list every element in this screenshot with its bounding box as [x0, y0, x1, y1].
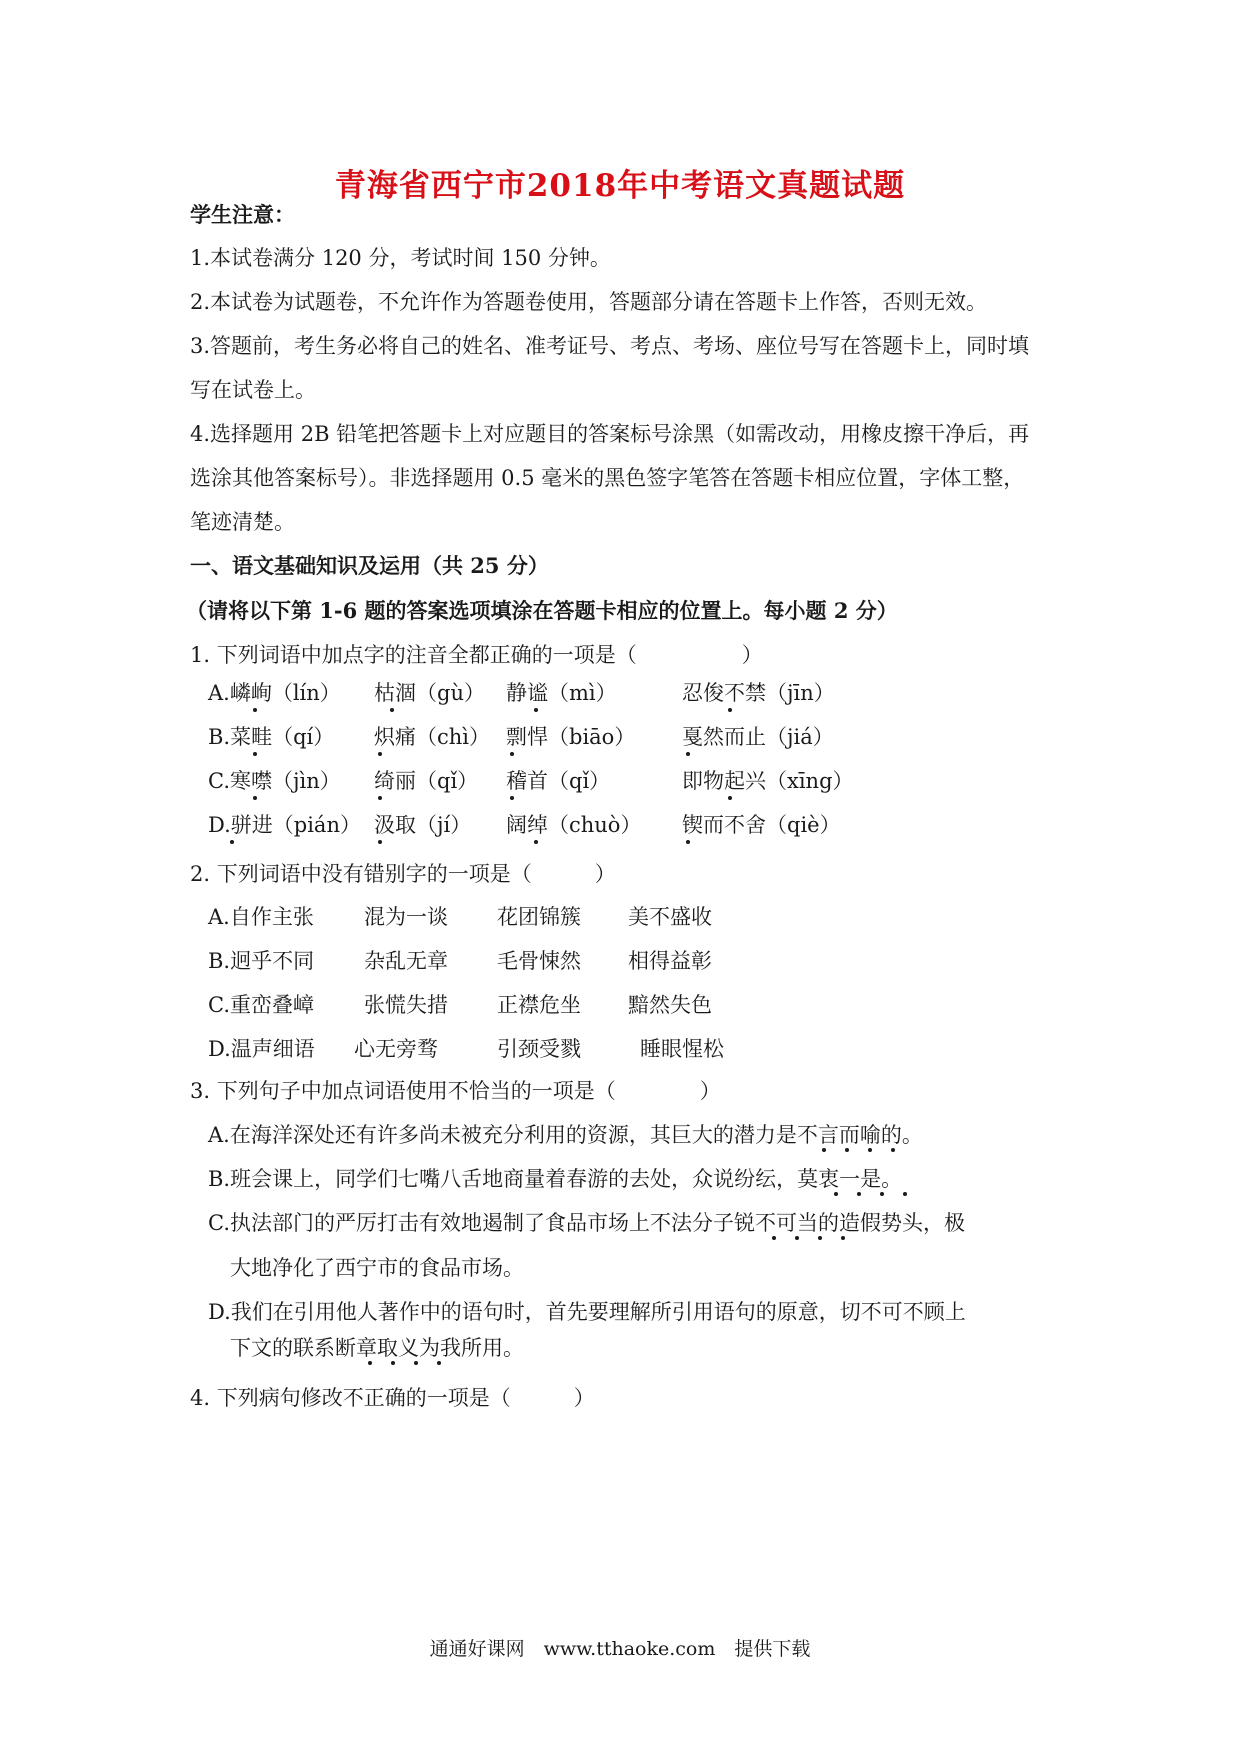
question-3-option-c-cont: 大地净化了西宁市的食品市场。: [230, 1256, 524, 1280]
option-term: 阔绰（chuò）: [506, 813, 642, 837]
option-term: 张慌失措: [364, 993, 448, 1017]
option-term: 剽悍（biāo）: [506, 725, 636, 749]
question-3-option-d: D.我们在引用他人著作中的语句时，首先要理解所引用语句的原意，切不可不顾上: [208, 1300, 966, 1324]
option-term: 枯涸（gù）: [374, 681, 485, 705]
question-2-stem: 2. 下列词语中没有错别字的一项是（ ）: [190, 862, 616, 886]
question-4-stem: 4. 下列病句修改不正确的一项是（ ）: [190, 1386, 595, 1410]
notice-item: 2.本试卷为试题卷，不允许作为答题卷使用，答题部分请在答题卡上作答，否则无效。: [190, 290, 988, 314]
question-3-stem: 3. 下列句子中加点词语使用不恰当的一项是（ ）: [190, 1079, 721, 1103]
question-1-stem: 1. 下列词语中加点字的注音全都正确的一项是（ ）: [190, 643, 763, 667]
option-term: 静谧（mì）: [506, 681, 617, 705]
option-term: 杂乱无章: [364, 949, 448, 973]
option-term: 混为一谈: [364, 905, 448, 929]
notice-item: 4.选择题用 2B 铅笔把答题卡上对应题目的答案标号涂黑（如需改动，用橡皮擦干净后，再: [190, 422, 1030, 446]
question-3-option-d-cont: 下文的联系断章取义为我所用。: [230, 1336, 524, 1360]
option-term: B.迥乎不同: [208, 949, 315, 973]
option-term: D.温声细语: [208, 1037, 315, 1061]
option-term: 戛然而止（jiá）: [682, 725, 834, 749]
option-term: 忍俊不禁（jīn）: [682, 681, 835, 705]
option-term: 花团锦簇: [497, 905, 581, 929]
option-term: 毛骨悚然: [497, 949, 581, 973]
option-term: C.重峦叠嶂: [208, 993, 314, 1017]
notice-item: 选涂其他答案标号）。非选择题用 0.5 毫米的黑色签字笔答在答题卡相应位置，字体工整，: [190, 466, 1025, 490]
option-term: 相得益彰: [628, 949, 712, 973]
section-heading: 一、语文基础知识及运用（共 25 分）: [190, 553, 549, 578]
option-term: D.骈进（pián）: [208, 813, 361, 837]
section-instruction: （请将以下第 1-6 题的答案选项填涂在答题卡相应的位置上。每小题 2 分）: [186, 598, 898, 623]
option-term: 黯然失色: [628, 993, 712, 1017]
option-term: B.菜畦（qí）: [208, 725, 335, 749]
page-title: 青海省西宁市2018年中考语文真题试题: [334, 168, 906, 204]
option-term: 正襟危坐: [497, 993, 581, 1017]
option-term: 睡眼惺松: [640, 1037, 724, 1061]
option-term: 即物起兴（xīng）: [682, 769, 854, 793]
notice-item: 笔迹清楚。: [190, 510, 295, 534]
question-3-option-c: C.执法部门的严厉打击有效地遏制了食品市场上不法分子锐不可当的造假势头，极: [208, 1211, 965, 1235]
page-footer: 通通好课网 www.tthaoke.com 提供下载: [429, 1638, 811, 1660]
option-term: 绮丽（qǐ）: [374, 769, 479, 793]
option-term: A.嶙峋（lín）: [208, 681, 341, 705]
option-term: 汲取（jí）: [374, 813, 472, 837]
option-term: 稽首（qǐ）: [506, 769, 611, 793]
notice-item: 3.答题前，考生务必将自己的姓名、准考证号、考点、考场、座位号写在答题卡上，同时填: [190, 334, 1030, 358]
notice-item: 1.本试卷满分 120 分，考试时间 150 分钟。: [190, 246, 611, 270]
option-term: 美不盛收: [628, 905, 712, 929]
notice-heading: 学生注意：: [190, 202, 295, 227]
question-3-option-b: B.班会课上，同学们七嘴八舌地商量着春游的去处，众说纷纭，莫衷一是。: [208, 1167, 903, 1191]
option-term: 心无旁骛: [354, 1037, 438, 1061]
option-term: 炽痛（chì）: [374, 725, 491, 749]
notice-item: 写在试卷上。: [190, 378, 316, 402]
question-3-option-a: A.在海洋深处还有许多尚未被充分利用的资源，其巨大的潜力是不言而喻的。: [208, 1123, 923, 1147]
option-term: A.自作主张: [208, 905, 314, 929]
option-term: C.寒噤（jìn）: [208, 769, 341, 793]
option-term: 锲而不舍（qiè）: [682, 813, 841, 837]
option-term: 引颈受戮: [497, 1037, 581, 1061]
